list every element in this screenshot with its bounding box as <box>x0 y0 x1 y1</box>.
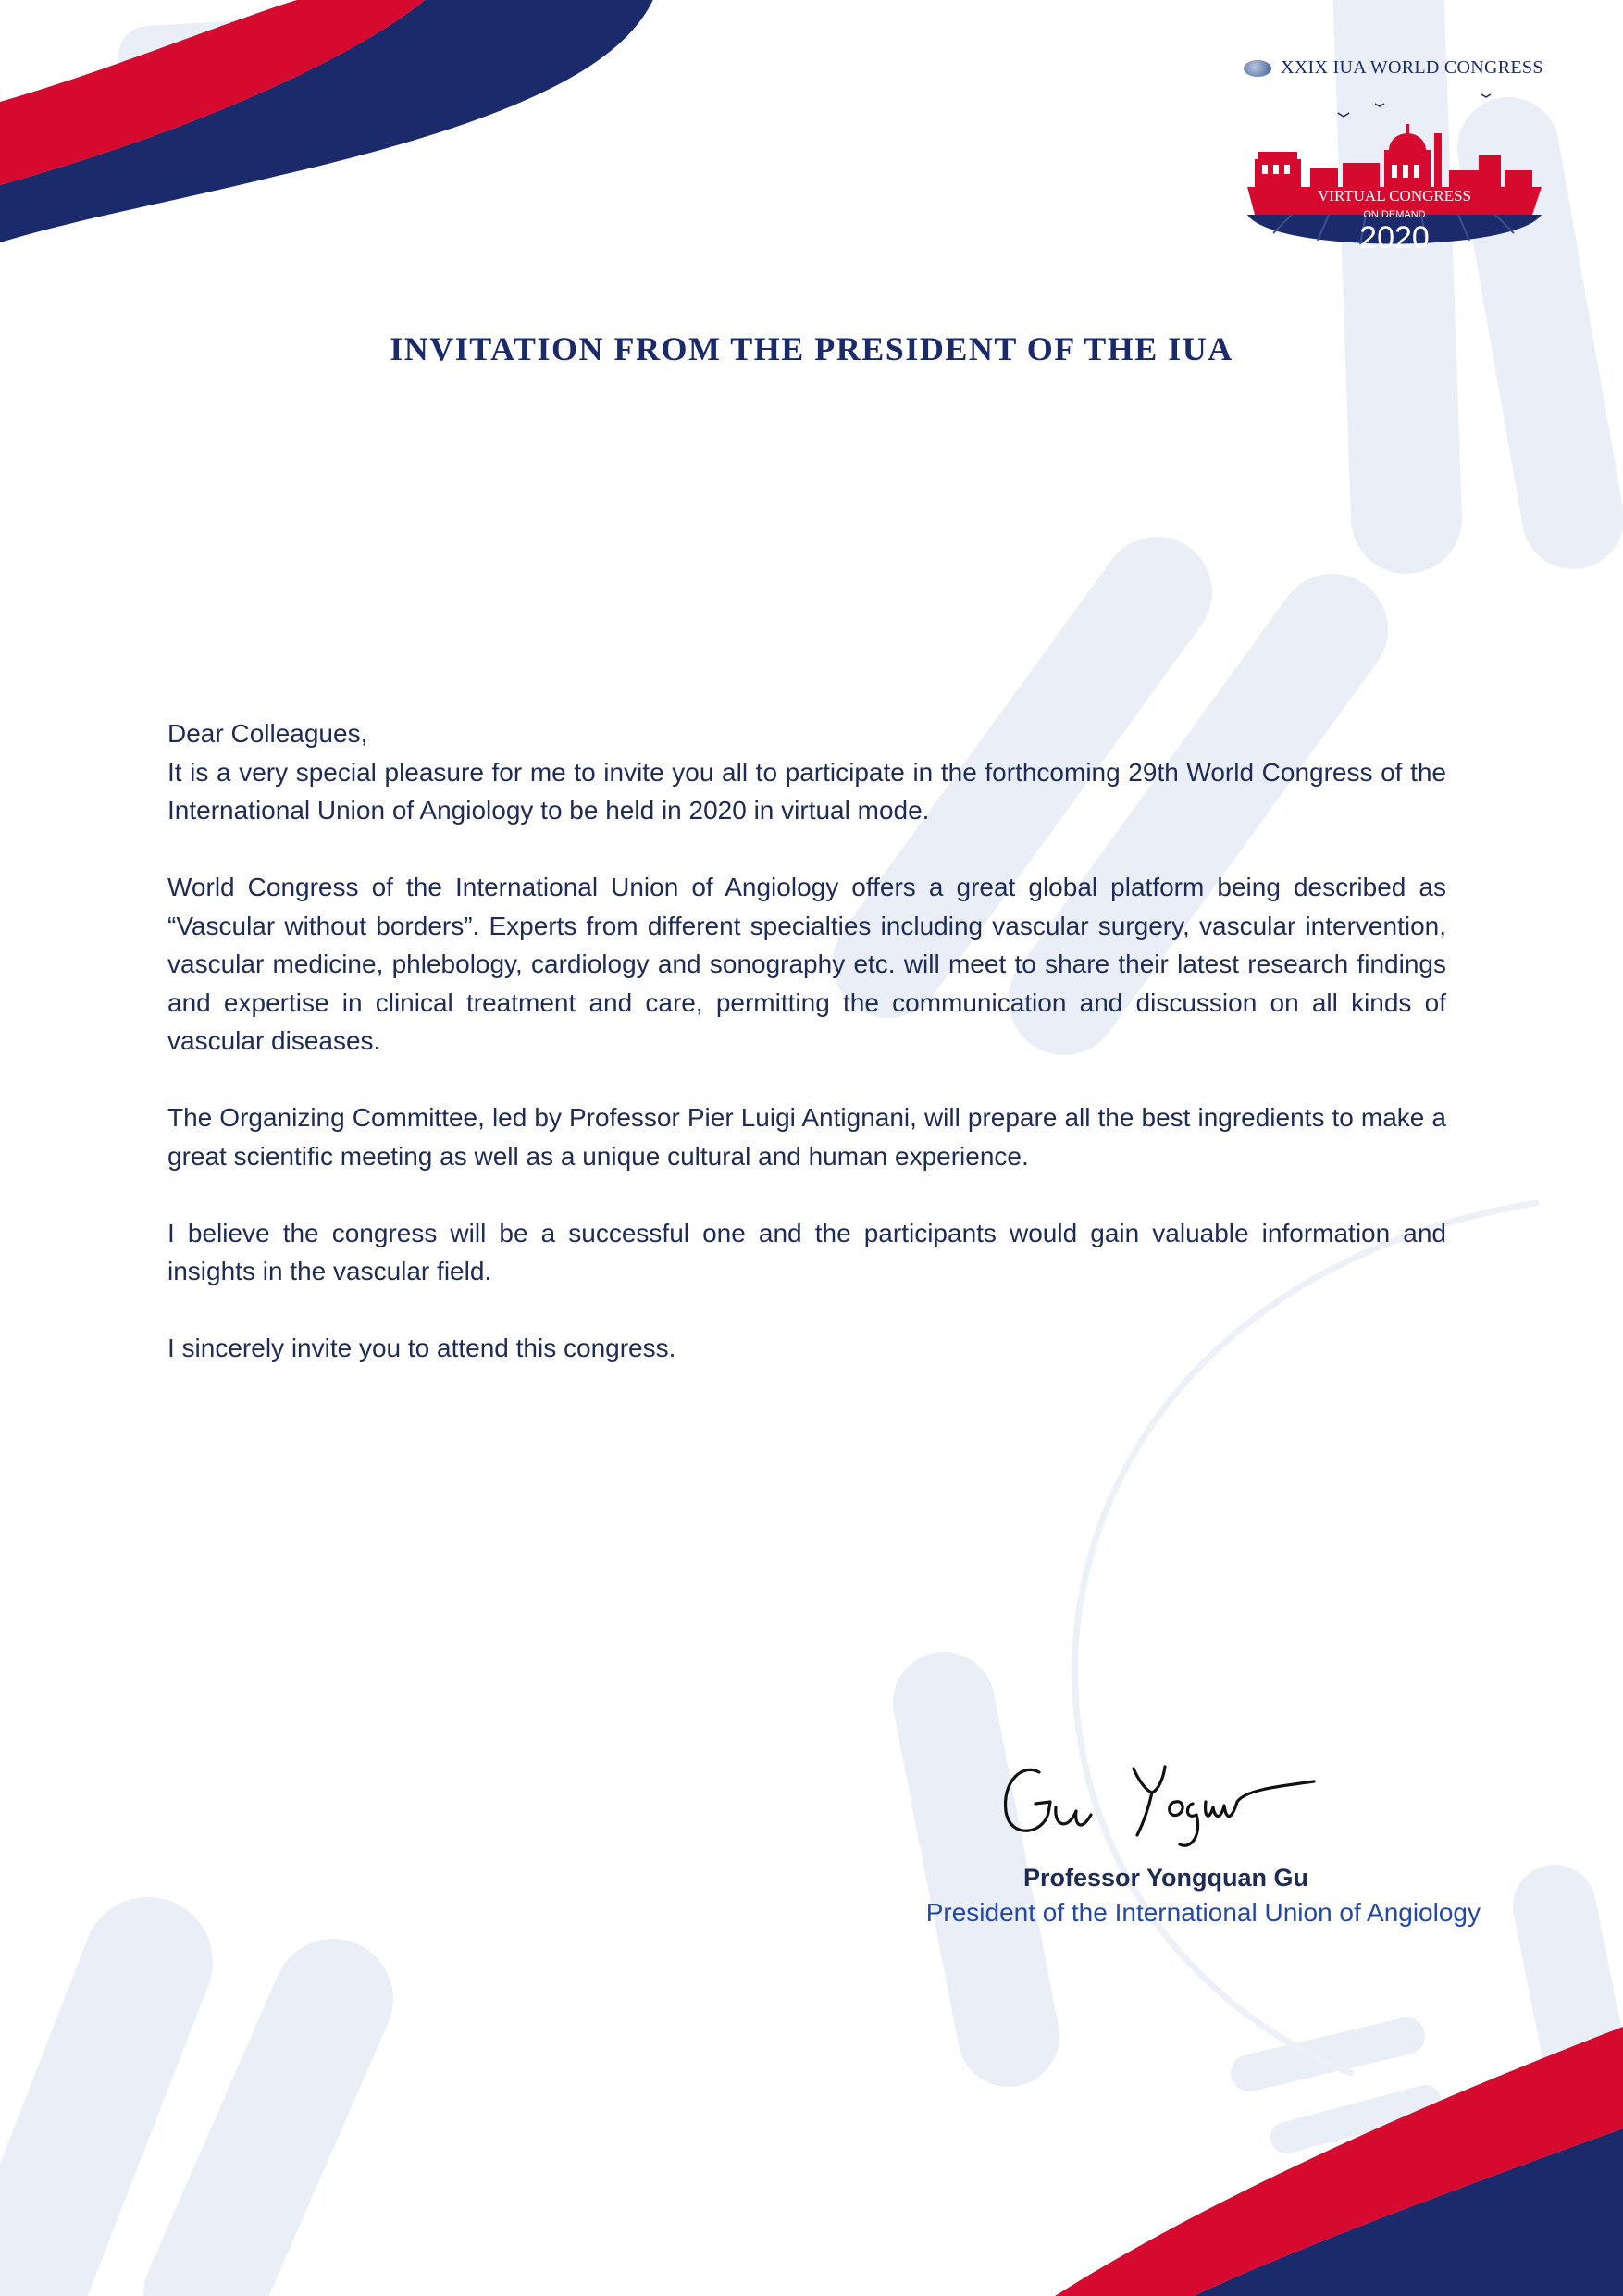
congress-logo <box>1236 57 1551 252</box>
rome-skyline-emblem <box>1236 85 1551 252</box>
signatory-role: President of the International Union of Angiology <box>925 1898 1481 1927</box>
congress-name: XXIX IUA WORLD CONGRESS <box>1281 57 1543 78</box>
letter-body <box>167 714 1446 1368</box>
logo-header <box>1244 57 1543 79</box>
page-title: INVITATION FROM THE PRESIDENT OF THE IUA <box>390 330 1233 367</box>
paragraph: It is a very special pleasure for me to invite you all to participate in the forthcoming 29th World Congress of the International Union of Angiology to be held in 2020 in virtual mode. <box>167 757 1446 825</box>
paragraph: I believe the congress will be a successful one and the participants would gain valuable information and insights in the vascular field. <box>167 1218 1446 1285</box>
salutation: Dear Colleagues, <box>167 719 368 748</box>
paragraph: The Organizing Committee, led by Professor Pier Luigi Antignani, will prepare all the best ingredients to make a great scientific meeting as well as a unique cultural and human experience. <box>167 1103 1446 1171</box>
logo-year: 2020 <box>1359 220 1430 252</box>
globe-icon <box>1244 60 1271 77</box>
paragraph: World Congress of the International Union of Angiology offers a great global platform being described as “Vascular without borders”. Experts from different specialties including vascular surgery, vascular intervention, vascular medicine, phlebology, cardiology and sonography etc. will meet to share their latest research findings and expertise in clinical treatment and care, permitting the communication and discussion on all kinds of vascular diseases. <box>167 873 1446 1055</box>
handwritten-signature <box>995 1754 1328 1855</box>
signatory-name: Professor Yongquan Gu <box>1022 1864 1308 1892</box>
paragraph: I sincerely invite you to attend this congress. <box>167 1334 676 1362</box>
logo-mode-line: VIRTUAL CONGRESS <box>1318 187 1471 205</box>
logo-on-demand: ON DEMAND <box>1363 209 1426 220</box>
